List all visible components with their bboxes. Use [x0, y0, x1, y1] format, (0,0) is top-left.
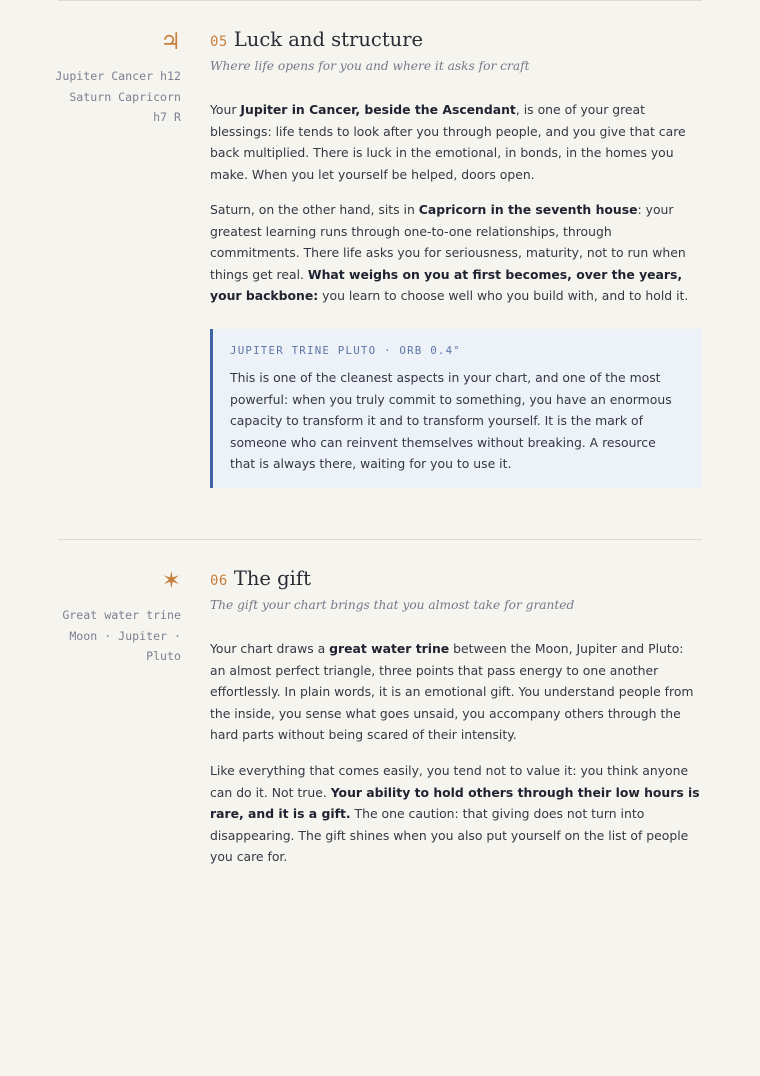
section-heading: [210, 567, 702, 597]
emphasis-text: Your ability to hold others through their low hours is rare, and it is a gift.: [210, 784, 700, 821]
section-aside: [40, 568, 181, 667]
top-divider: [58, 0, 702, 1]
section-body: [210, 99, 702, 185]
section-title: The gift: [233, 567, 311, 590]
meta-line: Great water trine: [62, 608, 181, 622]
placement-meta: [40, 605, 181, 667]
paragraph: [210, 99, 702, 185]
section-body: [210, 199, 702, 307]
section-heading: [210, 28, 702, 58]
body-text: : your greatest learning runs through one-to-one relationships, through commitments. There life asks you for seriousness, maturity, not to run when things get real.: [210, 202, 686, 282]
body-text: , is one of your great blessings: life tends to look after you through people, and you give that care back multiplied. There is luck in the emotional, in bonds, in the homes you make. When you let yourself be helped, doors open.: [210, 102, 686, 182]
emphasis-text: Jupiter in Cancer, beside the Ascendant: [240, 102, 516, 117]
jupiter-glyph-icon: ♃: [160, 29, 181, 55]
section-body: [210, 638, 702, 746]
paragraph: [210, 199, 702, 307]
emphasis-text: Capricorn in the seventh house: [418, 202, 638, 217]
section-main: [210, 567, 702, 613]
section-title: Luck and structure: [233, 28, 424, 51]
callout-text: This is one of the cleanest aspects in your chart, and one of the most powerful: when you truly commit to something, you have an enormous capacity to transform it and to transform yourself. It is the mark of someone who can reinvent themselves without breaking. A resource that is always there, waiting for you to use it.: [230, 370, 672, 471]
body-text: Saturn, on the other hand, sits in: [210, 202, 419, 217]
section-number: 06: [210, 573, 228, 589]
body-text: Your chart draws a: [210, 641, 330, 656]
meta-line: h7 R: [153, 110, 181, 124]
star-glyph-icon: ✶: [161, 568, 181, 594]
section-main: [210, 28, 702, 74]
body-text: The one caution: that giving does not turn into disappearing. The gift shines when you also put yourself on the list of people you care for.: [210, 806, 689, 864]
section-subtitle: Where life opens for you and where it asks for craft: [210, 59, 530, 73]
aspect-callout: [210, 329, 702, 488]
placement-meta: [40, 66, 181, 128]
callout-label: JUPITER TRINE PLUTO · ORB 0.4°: [230, 344, 462, 357]
meta-line: Jupiter Cancer h12: [55, 69, 181, 83]
section-number: 05: [210, 34, 228, 50]
body-text: you learn to choose well who you build with, and to hold it.: [318, 288, 689, 303]
meta-line: Moon · Jupiter ·: [69, 628, 181, 643]
meta-line: Pluto: [146, 649, 181, 663]
paragraph: [210, 760, 702, 868]
body-text: between the Moon, Jupiter and Pluto: an almost perfect triangle, three points that pass energy to one another effortlessly. In plain words, it is an emotional gift. You understand people from the inside, you sense what goes unsaid, you accompany others through the hard parts without being scared of their intensity.: [210, 641, 694, 742]
section-aside: [40, 29, 181, 128]
section-subtitle: The gift your chart brings that you almost take for granted: [210, 598, 575, 612]
section-divider: [58, 539, 702, 540]
body-text: Your: [210, 102, 241, 117]
body-text: Like everything that comes easily, you tend not to value it: you think anyone can do it. Not true.: [210, 763, 689, 800]
meta-line: Saturn Capricorn: [69, 89, 181, 104]
emphasis-text: What weighs on you at first becomes, over the years, your backbone:: [210, 266, 683, 303]
section-body: [210, 760, 702, 868]
emphasis-text: great water trine: [329, 641, 450, 656]
paragraph: [210, 638, 702, 746]
